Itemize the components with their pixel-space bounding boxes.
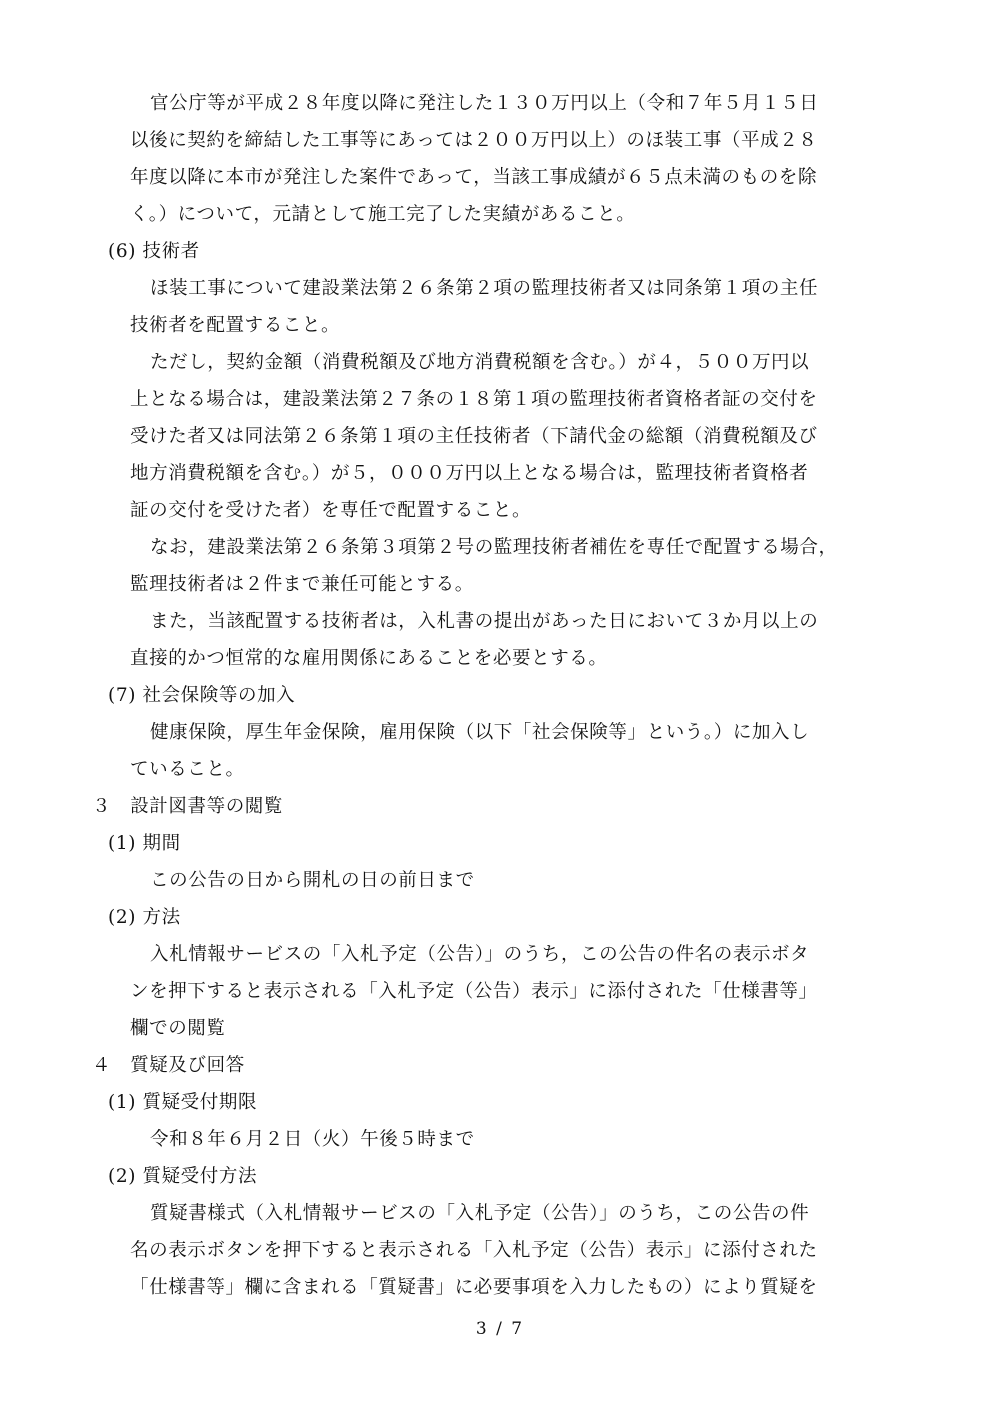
body-text-line: 地方消費税額を含む。）が５，０００万円以上となる場合は，監理技術者資格者 [130,463,809,484]
section-heading: (6) 技術者 [108,241,200,262]
body-text-line: 証の交付を受けた者）を専任で配置すること。 [130,500,532,521]
body-text-line: 健康保険，厚生年金保険，雇用保険（以下「社会保険等」という。）に加入し [150,722,810,743]
section-heading: (1) 期間 [108,833,181,854]
section-heading: (2) 質疑受付方法 [108,1166,258,1187]
body-text-line: ていること。 [130,759,245,780]
body-text-line: ンを押下すると表示される「入札予定（公告）表示」に添付された「仕様書等」 [130,981,818,1002]
body-text-line: 名の表示ボタンを押下すると表示される「入札予定（公告）表示」に添付された [130,1240,818,1261]
body-text-line: 欄での閲覧 [130,1018,226,1039]
chapter-heading: ４ 質疑及び回答 [92,1055,245,1076]
body-text-line: 令和８年６月２日（火）午後５時まで [150,1129,475,1150]
section-heading: (7) 社会保険等の加入 [108,685,296,706]
body-text-line: 年度以降に本市が発注した案件であって，当該工事成績が６５点未満のものを除 [130,167,818,188]
body-text-line: 以後に契約を締結した工事等にあっては２００万円以上）のほ装工事（平成２８ [130,130,818,151]
chapter-heading: ３ 設計図書等の閲覧 [92,796,284,817]
section-heading: (1) 質疑受付期限 [108,1092,258,1113]
body-text-line: 直接的かつ恒常的な雇用関係にあることを必要とする。 [130,648,608,669]
body-text-line: 受けた者又は同法第２６条第１項の主任技術者（下請代金の総額（消費税額及び [130,426,818,447]
body-text-line: 上となる場合は，建設業法第２７条の１８第１項の監理技術者資格者証の交付を [130,389,818,410]
body-text-line: ほ装工事について建設業法第２６条第２項の監理技術者又は同条第１項の主任 [150,278,819,299]
body-text-line: 技術者を配置すること。 [130,315,341,336]
body-text-line: この公告の日から開札の日の前日まで [150,870,475,891]
page-number: 3 / 7 [475,1319,525,1339]
body-text-line: また，当該配置する技術者は，入札書の提出があった日において３か月以上の [150,611,819,632]
body-text-line: 官公庁等が平成２８年度以降に発注した１３０万円以上（令和７年５月１５日 [150,93,819,114]
section-heading: (2) 方法 [108,907,181,928]
body-text-line: ただし，契約金額（消費税額及び地方消費税額を含む。）が４，５００万円以 [150,352,810,373]
body-text-line: く。）について，元請として施工完了した実績があること。 [130,204,636,225]
body-text-line: 「仕様書等」欄に含まれる「質疑書」に必要事項を入力したもの）により質疑を [130,1277,818,1298]
body-text-line: 監理技術者は２件まで兼任可能とする。 [130,574,474,595]
body-text-line: なお，建設業法第２６条第３項第２号の監理技術者補佐を専任で配置する場合， [150,537,838,558]
body-text-line: 質疑書様式（入札情報サービスの「入札予定（公告）」のうち，この公告の件 [150,1203,810,1224]
body-text-line: 入札情報サービスの「入札予定（公告）」のうち，この公告の件名の表示ボタ [150,944,810,965]
